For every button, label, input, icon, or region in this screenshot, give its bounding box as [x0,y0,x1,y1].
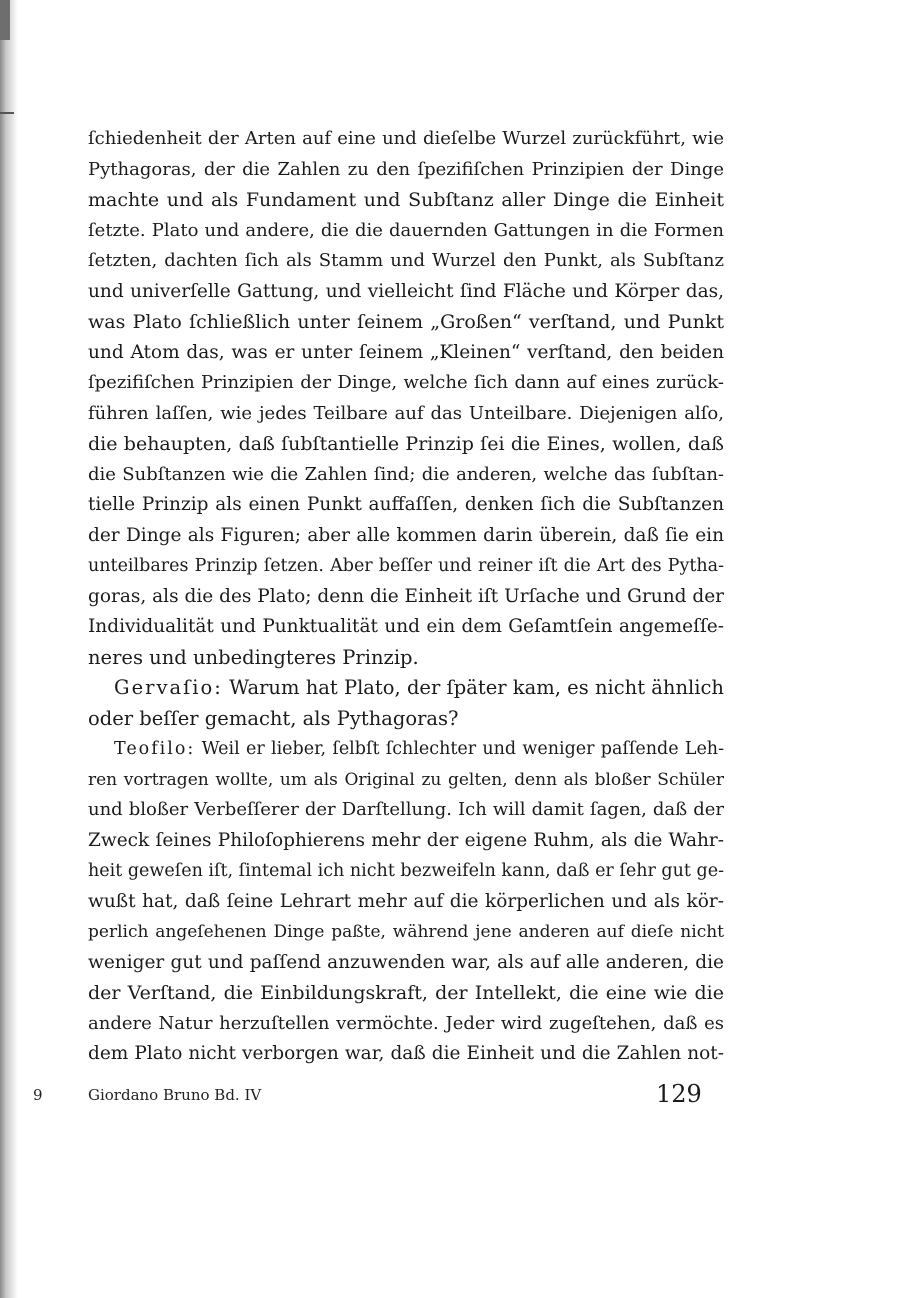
text-line: der Dinge als Figuren; aber alle kommen darin überein, daß ſie ein [88,524,724,546]
text-line: machte und als Fundament und Subſtanz aller Dinge die Einheit [88,189,724,211]
text-line: und Atom das, was er unter ſeinem „Kleinen“ verſtand, den beiden [88,341,724,363]
dialogue-text: Warum hat Plato, der ſpäter kam, es nicht ähnlich [229,676,724,699]
text-line: perlich angeſehenen Dinge paßte, während jene anderen auf dieſe nicht [88,922,724,942]
page-edge-mark [0,112,14,114]
text-line: ſchiedenheit der Arten auf eine und dieſelbe Wurzel zurückführt, wie [88,128,724,149]
text-line: ſetzte. Plato und andere, die die dauernden Gattungen in die Formen [88,219,724,241]
dialogue-gervasio-line [88,673,724,704]
text-line: ſpezifiſchen Prinzipien der Dinge, welche ſich dann auf eines zurück- [88,372,724,393]
text-line: die behaupten, daß ſubſtantielle Prinzip ſei die Eines, wollen, daß [88,433,724,455]
text-line: führen laſſen, wie jedes Teilbare auf das Unteilbare. Diejenigen alſo, [88,402,724,424]
text-line: der Verſtand, die Einbildungskraft, der Intellekt, die eine wie die [88,982,724,1004]
text-line: ſetzten, dachten ſich als Stamm und Wurzel den Punkt, als Subſtanz [88,250,724,271]
dialogue-teofilo-line [88,734,724,765]
printer-signature: 9 [33,1086,43,1104]
text-line: heit geweſen iſt, ſintemal ich nicht bezweifeln kann, daß er ſehr gut ge- [88,861,724,881]
footer-title: Giordano Bruno Bd. IV [88,1086,262,1104]
text-line: die Subſtanzen wie die Zahlen ſind; die anderen, welche das ſubſtan- [88,463,724,485]
text-line: oder beſſer gemacht, als Pythagoras? [88,706,459,730]
text-line: Zweck ſeines Philoſophierens mehr der eigene Ruhm, als die Wahr- [88,829,724,851]
text-line: wußt hat, daß ſeine Lehrart mehr auf die körperlichen und als kör- [88,890,724,912]
text-line: und bloßer Verbeſſerer der Darſtellung. Ich will damit ſagen, daß der [88,799,724,820]
text-line: Pythagoras, der die Zahlen zu den ſpezifiſchen Prinzipien der Dinge [88,158,724,180]
body-text [88,124,724,1070]
text-line: dem Plato nicht verborgen war, daß die Einheit und die Zahlen not- [88,1043,724,1064]
text-line: ren vortragen wollte, um als Original zu gelten, denn als bloßer Schüler [88,769,724,790]
text-line: unteilbares Prinzip ſetzen. Aber beſſer und reiner iſt die Art des Pytha- [88,556,724,576]
text-line: was Plato ſchließlich unter ſeinem „Großen“ verſtand, und Punkt [88,311,724,333]
speaker-teofilo: Teofilo: [114,739,196,759]
text-line: weniger gut und paſſend anzuwenden war, als auf alle anderen, die [88,951,724,973]
dialogue-text: Weil er lieber, ſelbſt ſchlechter und weniger paſſende Leh- [201,739,724,759]
text-line: und univerſelle Gattung, und vielleicht ſind Fläche und Körper das, [88,280,724,302]
text-line: goras, als die des Plato; denn die Einheit iſt Urſache und Grund der [88,585,724,607]
text-line: neres und unbedingteres Prinzip. [88,645,419,669]
text-line: andere Natur herzuſtellen vermöchte. Jeder wird zugeſtehen, daß es [88,1012,724,1034]
speaker-gervasio: Gervaſio: [114,676,223,699]
text-line: tielle Prinzip als einen Punkt auffaſſen, denken ſich die Subſtanzen [88,494,724,515]
text-line: Individualität und Punktualität und ein dem Geſamtſein angemeſſe- [88,616,724,637]
page-edge-mark-top [0,0,10,40]
page-number: 129 [656,1080,702,1108]
page-footer [0,1080,900,1120]
